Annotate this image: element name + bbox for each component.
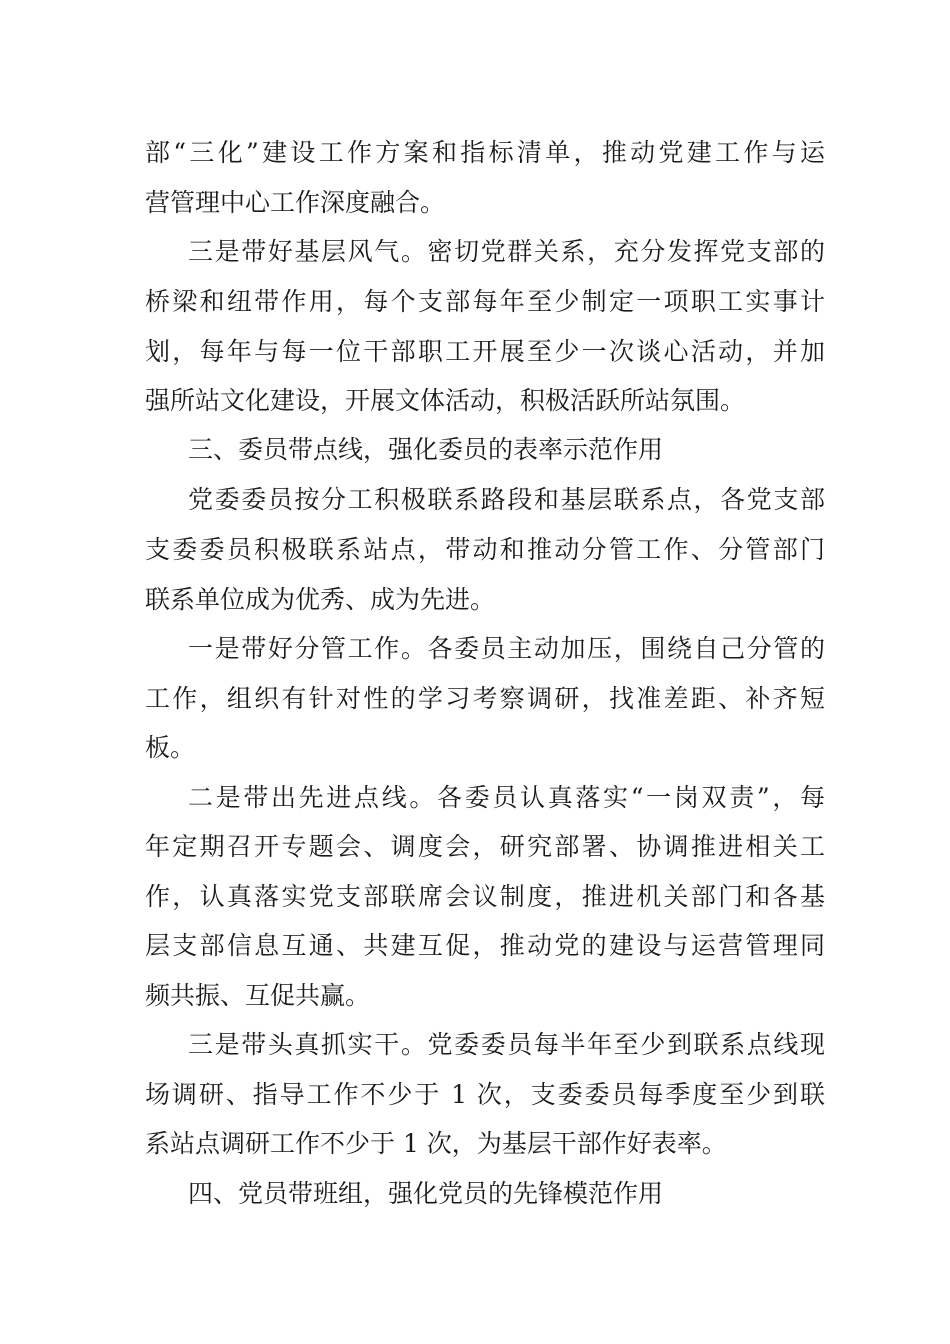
text-line: 党委委员按分工积极联系路段和基层联系点，各党支部 bbox=[188, 485, 825, 514]
text-line: 一是带好分管工作。各委员主动加压，围绕自己分管的 bbox=[188, 634, 825, 663]
text-line: 划，每年与每一位干部职工开展至少一次谈心活动，并加 bbox=[145, 337, 825, 366]
text-line: 桥梁和纽带作用，每个支部每年至少制定一项职工实事计 bbox=[145, 287, 825, 316]
text-line: 场调研、指导工作不少于 1 次，支委委员每季度至少到联 bbox=[145, 1080, 825, 1109]
text-line: 系站点调研工作不少于 1 次，为基层干部作好表率。 bbox=[145, 1129, 727, 1158]
section-heading: 四、党员带班组，强化党员的先锋模范作用 bbox=[188, 1179, 664, 1208]
text-line: 支委委员积极联系站点，带动和推动分管工作、分管部门 bbox=[145, 535, 825, 564]
text-line: 二是带出先进点线。各委员认真落实“一岗双责”，每 bbox=[188, 783, 825, 812]
text-line: 营管理中心工作深度融合。 bbox=[145, 188, 446, 217]
text-line: 板。 bbox=[145, 733, 196, 762]
text-line: 三是带好基层风气。密切党群关系，充分发挥党支部的 bbox=[188, 237, 825, 266]
text-line: 作，认真落实党支部联席会议制度，推进机关部门和各基 bbox=[145, 882, 825, 911]
text-line: 工作，组织有针对性的学习考察调研，找准差距、补齐短 bbox=[145, 684, 825, 713]
text-line: 频共振、互促共赢。 bbox=[145, 981, 371, 1010]
section-heading: 三、委员带点线，强化委员的表率示范作用 bbox=[188, 435, 664, 464]
text-line: 年定期召开专题会、调度会，研究部署、协调推进相关工 bbox=[145, 832, 825, 861]
text-line: 部“三化”建设工作方案和指标清单，推动党建工作与运 bbox=[145, 138, 825, 167]
text-line: 三是带头真抓实干。党委委员每半年至少到联系点线现 bbox=[188, 1030, 825, 1059]
text-line: 强所站文化建设，开展文体活动，积极活跃所站氛围。 bbox=[145, 386, 746, 415]
text-line: 联系单位成为优秀、成为先进。 bbox=[145, 585, 496, 614]
text-line: 层支部信息互通、共建互促，推动党的建设与运营管理同 bbox=[145, 931, 825, 960]
